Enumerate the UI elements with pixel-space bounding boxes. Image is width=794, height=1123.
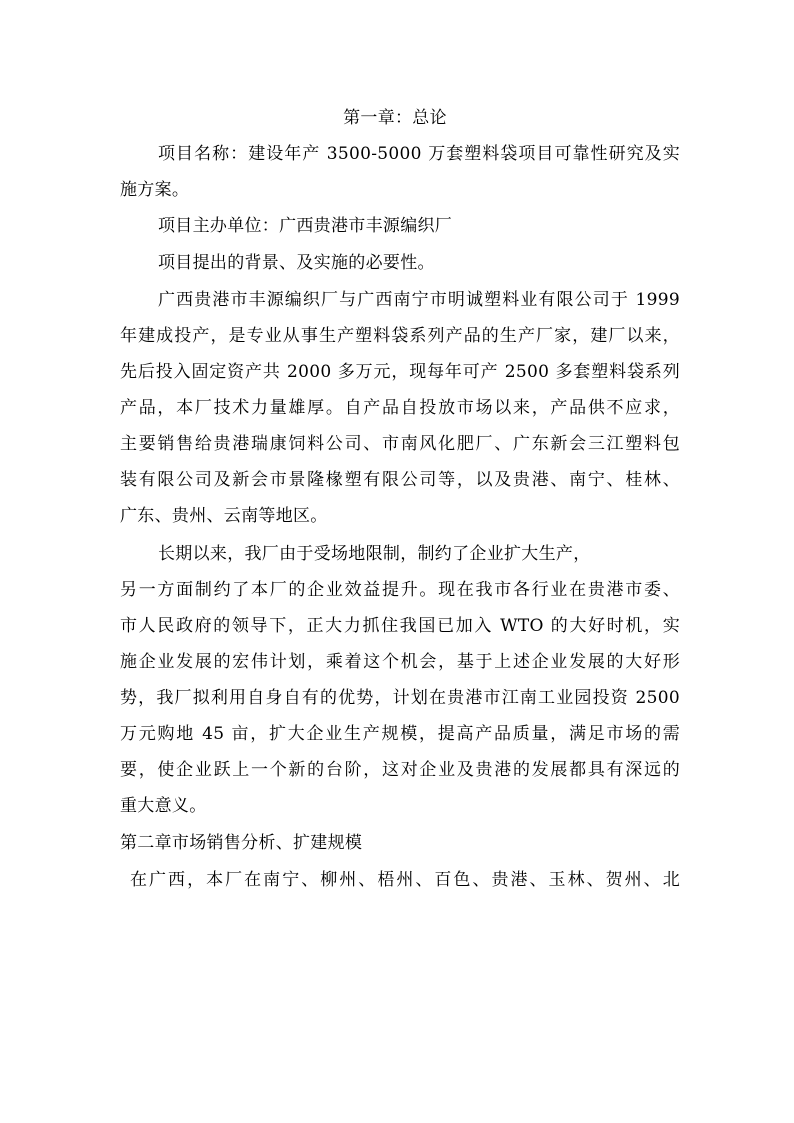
para2-line-5: 势，我厂拟利用自身自有的优势，计划在贵港市江南工业园投资 2500	[120, 688, 680, 708]
para1-line-2: 年建成投产，是专业从事生产塑料袋系列产品的生产厂家，建厂以来，	[120, 326, 680, 346]
document-body	[120, 100, 680, 898]
project-name-line-1: 项目名称：建设年产 3500-5000 万套塑料袋项目可靠性研究及实	[158, 144, 680, 164]
para1-line-7: 广东、贵州、云南等地区。	[120, 506, 328, 526]
para1-line-1: 广西贵港市丰源编织厂与广西南宁市明诚塑料业有限公司于 1999	[158, 290, 680, 310]
para1-line-3: 先后投入固定资产共 2000 多万元，现每年可产 2500 多套塑料袋系列	[120, 362, 680, 382]
background-heading: 项目提出的背景、及实施的必要性。	[158, 253, 435, 273]
para1-line-4: 产品，本厂技术力量雄厚。自产品自投放市场以来，产品供不应求，	[120, 398, 680, 418]
project-sponsor: 项目主办单位：广西贵港市丰源编织厂	[158, 216, 453, 236]
project-name-line-2: 施方案。	[120, 180, 190, 200]
para2-line-2: 另一方面制约了本厂的企业效益提升。现在我市各行业在贵港市委、	[120, 580, 680, 600]
para1-line-5: 主要销售给贵港瑞康饲料公司、市南风化肥厂、广东新会三江塑料包	[120, 434, 680, 454]
para1-line-6: 装有限公司及新会市景隆椽塑有限公司等，以及贵港、南宁、桂林、	[120, 470, 680, 490]
para2-line-1: 长期以来，我厂由于受场地限制，制约了企业扩大生产，	[158, 544, 591, 564]
para2-line-4: 施企业发展的宏伟计划，乘着这个机会，基于上述企业发展的大好形	[120, 652, 680, 672]
para2-line-3: 市人民政府的领导下，正大力抓住我国已加入 WTO 的大好时机，实	[120, 616, 680, 636]
para3-line-1: 在广西，本厂在南宁、柳州、梧州、百色、贵港、玉林、贺州、北	[130, 870, 680, 890]
para2-line-8: 重大意义。	[120, 796, 207, 816]
chapter1-title: 第一章：总论	[343, 108, 447, 128]
para2-line-7: 要，使企业跃上一个新的台阶，这对企业及贵港的发展都具有深远的	[120, 760, 680, 780]
chapter2-title: 第二章市场销售分析、扩建规模	[120, 833, 363, 853]
para2-line-6: 万元购地 45 亩，扩大企业生产规模，提高产品质量，满足市场的需	[120, 724, 680, 744]
